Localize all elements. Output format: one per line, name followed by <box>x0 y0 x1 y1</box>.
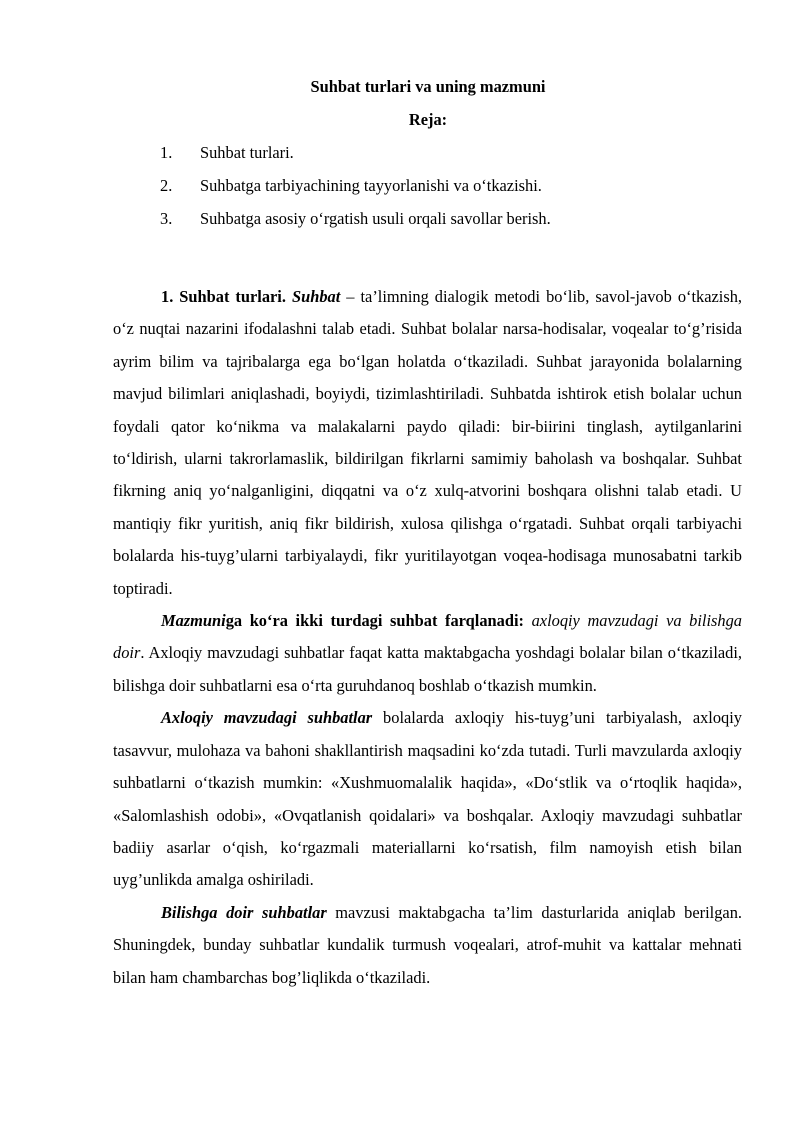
paragraph-mazmuni <box>113 605 742 702</box>
plan-item-number: 3. <box>160 209 173 228</box>
italic-text: axloqiy mavzudagi va bilishga doir <box>113 611 742 663</box>
term-bilishga: Bilishga doir suhbatlar <box>161 902 327 922</box>
plan-item <box>160 208 760 241</box>
plan-item-text: Suhbatga tarbiyachining tayyorlanishi va o‘tkazishi. <box>200 176 542 195</box>
paragraph-axloqiy <box>113 702 742 896</box>
plan-list <box>160 142 760 241</box>
plan-item-text: Suhbat turlari. <box>200 143 294 162</box>
plan-item-text: Suhbatga asosiy o‘rgatish usuli orqali savollar berish. <box>200 209 551 228</box>
paragraph-text: mavzusi maktabgacha ta’lim dasturlarida aniqlab berilgan. Shuningdek, bunday suhbatlar kundalik turmush voqealari, atrof-muhit va kattalar mehnati bilan ham chambarchas bog’liqlikda o‘tkaziladi. <box>113 902 742 987</box>
term-axloqiy: Axloqiy mavzudagi suhbatlar <box>161 708 373 728</box>
document-body <box>113 281 742 994</box>
paragraph-suhbat-turlari <box>113 281 742 605</box>
plan-item-number: 2. <box>160 176 173 195</box>
term-mazmuni: Mazmuni <box>161 611 226 631</box>
section-heading: 1. Suhbat turlari. <box>161 287 292 306</box>
paragraph-text: – ta’limning dialogik metodi bo‘lib, savol-javob o‘tkazish, o‘z nuqtai nazarini ifodalashni talab etadi. Suhbat bolalar narsa-hodisalar, voqealar to‘g’risida ayrim bilim va tajribalarga ega bo‘lgan holatda o‘tkaziladi. Suhbat jarayonida bolalarning mavjud bilimlari aniqlashadi, boyiydi, tizimlashtiriladi. Suhbatda ishtirok etish bolalar uchun foydali qator ko‘nikma va malakalarni paydo qiladi: bir-biirini tinglash, aytilganlarini to‘ldirish, ularni takrorlamaslik, bildirilgan fikrlarni samimiy baholash va boshqalar. Suhbat fikrning aniq yo‘nalganligini, diqqatni va o‘z xulq-atvorini boshqara olishni talab etadi. U mantiqiy fikr yuritish, aniq fikr bildirish, xulosa qilishga o‘rgatadi. Suhbat orqali tarbiyachi bolalarda his-tuyg’ularni tarbiyalaydi, fikr yuritilayotgan voqea-hodisaga munosabatni tarkib toptiradi. <box>113 287 742 598</box>
paragraph-text: . Axloqiy mavzudagi suhbatlar faqat katta maktabgacha yoshdagi bolalar bilan o‘tkaziladi, bilishga doir suhbatlarni esa o‘rta guruhdanoq boshlab o‘tkazish mumkin. <box>113 643 742 695</box>
plan-item <box>160 142 760 175</box>
plan-heading: Reja: <box>408 110 448 129</box>
lead-bold-text: ga ko‘ra ikki turdagi suhbat farqlanadi: <box>225 611 532 631</box>
document-title: Suhbat turlari va uning mazmuni <box>310 77 546 96</box>
plan-item <box>160 175 760 208</box>
paragraph-text: bolalarda axloqiy his-tuyg’uni tarbiyalash, axloqiy tasavvur, mulohaza va bahoni shakllantirish maqsadini ko‘zda tutadi. Turli mavzularda axloqiy suhbatlarni o‘tkazish mumkin: «Xushmuomalalik haqida», «Do‘stlik va o‘rtoqlik haqida», «Salomlashish odobi», «Ovqatlanish qoidalari» va boshqalar. Axloqiy mavzudagi suhbatlar badiiy asarlar o‘qish, ko‘rgazmali materiallarni ko‘rsatish, film namoyish etish bilan uyg’unlikda amalga oshiriladi. <box>113 708 742 890</box>
term-suhbat: Suhbat <box>291 287 341 306</box>
paragraph-bilishga <box>113 897 742 994</box>
plan-item-number: 1. <box>160 143 173 162</box>
